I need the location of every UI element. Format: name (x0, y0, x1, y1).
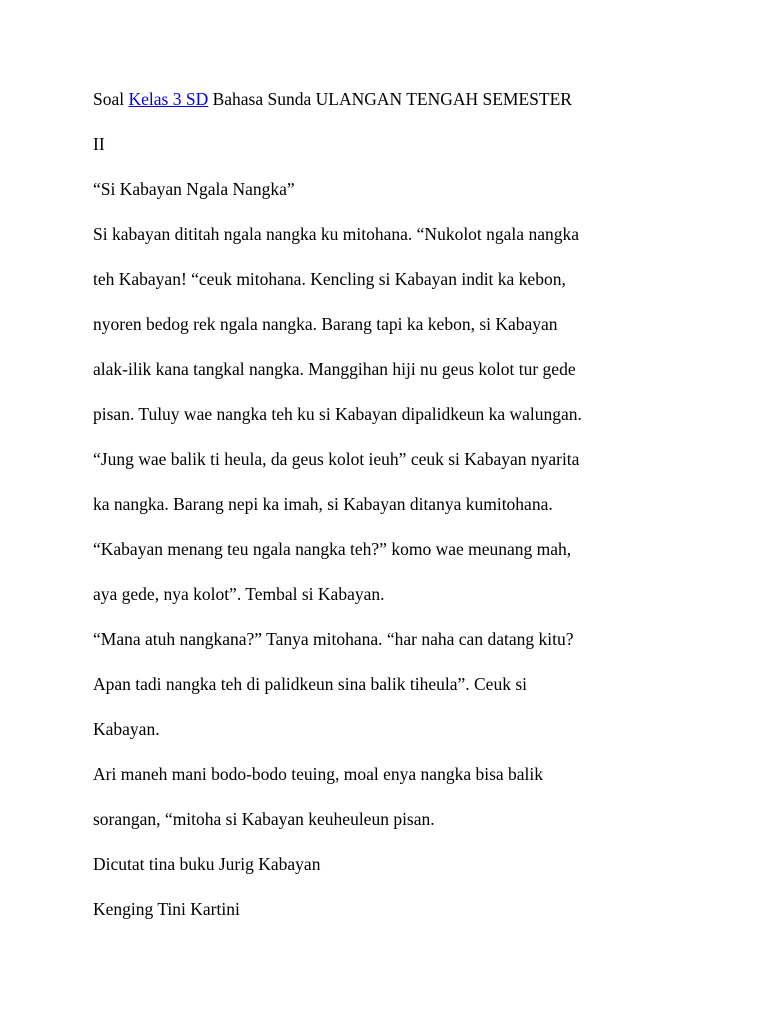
story-line: aya gede, nya kolot”. Tembal si Kabayan. (93, 584, 385, 604)
title-prefix: Soal (93, 89, 129, 109)
story-line: teh Kabayan! “ceuk mitohana. Kencling si Kabayan indit ka kebon, (93, 269, 566, 289)
document-title-line2: II (93, 134, 105, 154)
story-line: Apan tadi nangka teh di palidkeun sina balik tiheula”. Ceuk si (93, 674, 527, 694)
author-line: Kenging Tini Kartini (93, 899, 240, 919)
story-line: Si kabayan dititah ngala nangka ku mitohana. “Nukolot ngala nangka (93, 224, 579, 244)
story-title: “Si Kabayan Ngala Nangka” (93, 179, 295, 199)
title-suffix: Bahasa Sunda ULANGAN TENGAH SEMESTER (208, 89, 572, 109)
story-line: Ari maneh mani bodo-bodo teuing, moal enya nangka bisa balik (93, 764, 544, 784)
story-line: Kabayan. (93, 719, 160, 739)
story-line: ka nangka. Barang nepi ka imah, si Kabayan ditanya kumitohana. (93, 494, 553, 514)
kelas-3-sd-link[interactable]: Kelas 3 SD (128, 89, 209, 109)
story-line: “Kabayan menang teu ngala nangka teh?” komo wae meunang mah, (93, 539, 572, 559)
story-line: “Jung wae balik ti heula, da geus kolot ieuh” ceuk si Kabayan nyarita (93, 449, 580, 469)
story-line: nyoren bedog rek ngala nangka. Barang tapi ka kebon, si Kabayan (93, 314, 558, 334)
source-line: Dicutat tina buku Jurig Kabayan (93, 854, 321, 874)
story-line: sorangan, “mitoha si Kabayan keuheuleun pisan. (93, 809, 435, 829)
story-line: alak-ilik kana tangkal nangka. Manggihan hiji nu geus kolot tur gede (93, 359, 576, 379)
document-title (93, 88, 572, 110)
story-line: “Mana atuh nangkana?” Tanya mitohana. “har naha can datang kitu? (93, 629, 574, 649)
story-line: pisan. Tuluy wae nangka teh ku si Kabayan dipalidkeun ka walungan. (93, 404, 582, 424)
